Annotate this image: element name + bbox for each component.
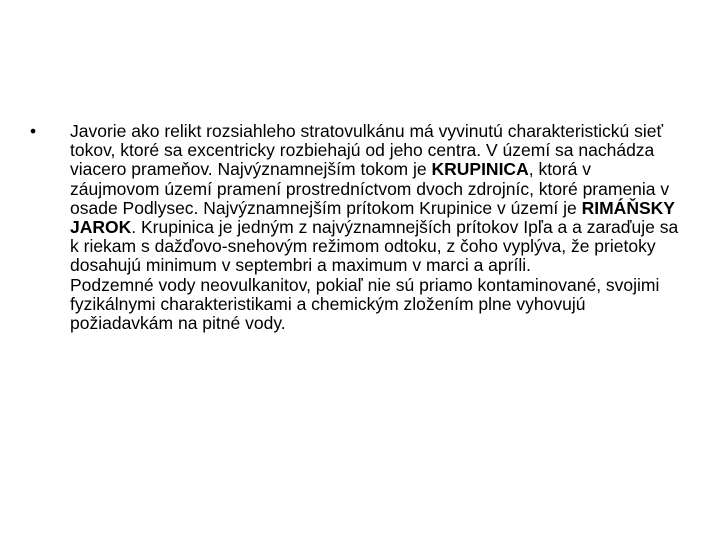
text-segment: Javorie ako relikt rozsiahleho stratovulkánu má vyvinutú charakteristickú sieť tokov, ktoré sa excentricky rozbiehajú od jeho centra. V území sa nachádza viacero prameňov. Najvýznamnejším tokom je bbox=[70, 121, 664, 180]
bullet-item bbox=[30, 122, 680, 333]
river-name-krupinica: KRUPINICA bbox=[431, 159, 529, 180]
paragraph-groundwater: Podzemné vody neovulkanitov, pokiaľ nie sú priamo kontaminované, svojimi fyzikálnymi charakteristikami a chemickým zložením plne vyhovujú požiadavkám na pitné vody. bbox=[70, 274, 660, 334]
paragraph-hydrology bbox=[70, 122, 680, 276]
text-segment: , ktorá v záujmovom území pramení prostredníctvom dvoch zdrojníc, ktoré pramenia v osade Podlysec. Najvýznamnejším prítokom Krupinice v území je bbox=[70, 159, 670, 218]
text-segment: . Krupinica je jedným z najvýznamnejších prítokov Ipľa a a zaraďuje sa k riekam s dažďovo-snehovým režimom odtoku, z čoho vyplýva, že prietoky dosahujú minimum v septembri a maximum v marci a apríli. bbox=[70, 217, 679, 276]
bullet-marker: • bbox=[30, 121, 37, 141]
river-name-rimansky-jarok: RIMÁŇSKY JAROK bbox=[70, 197, 675, 238]
